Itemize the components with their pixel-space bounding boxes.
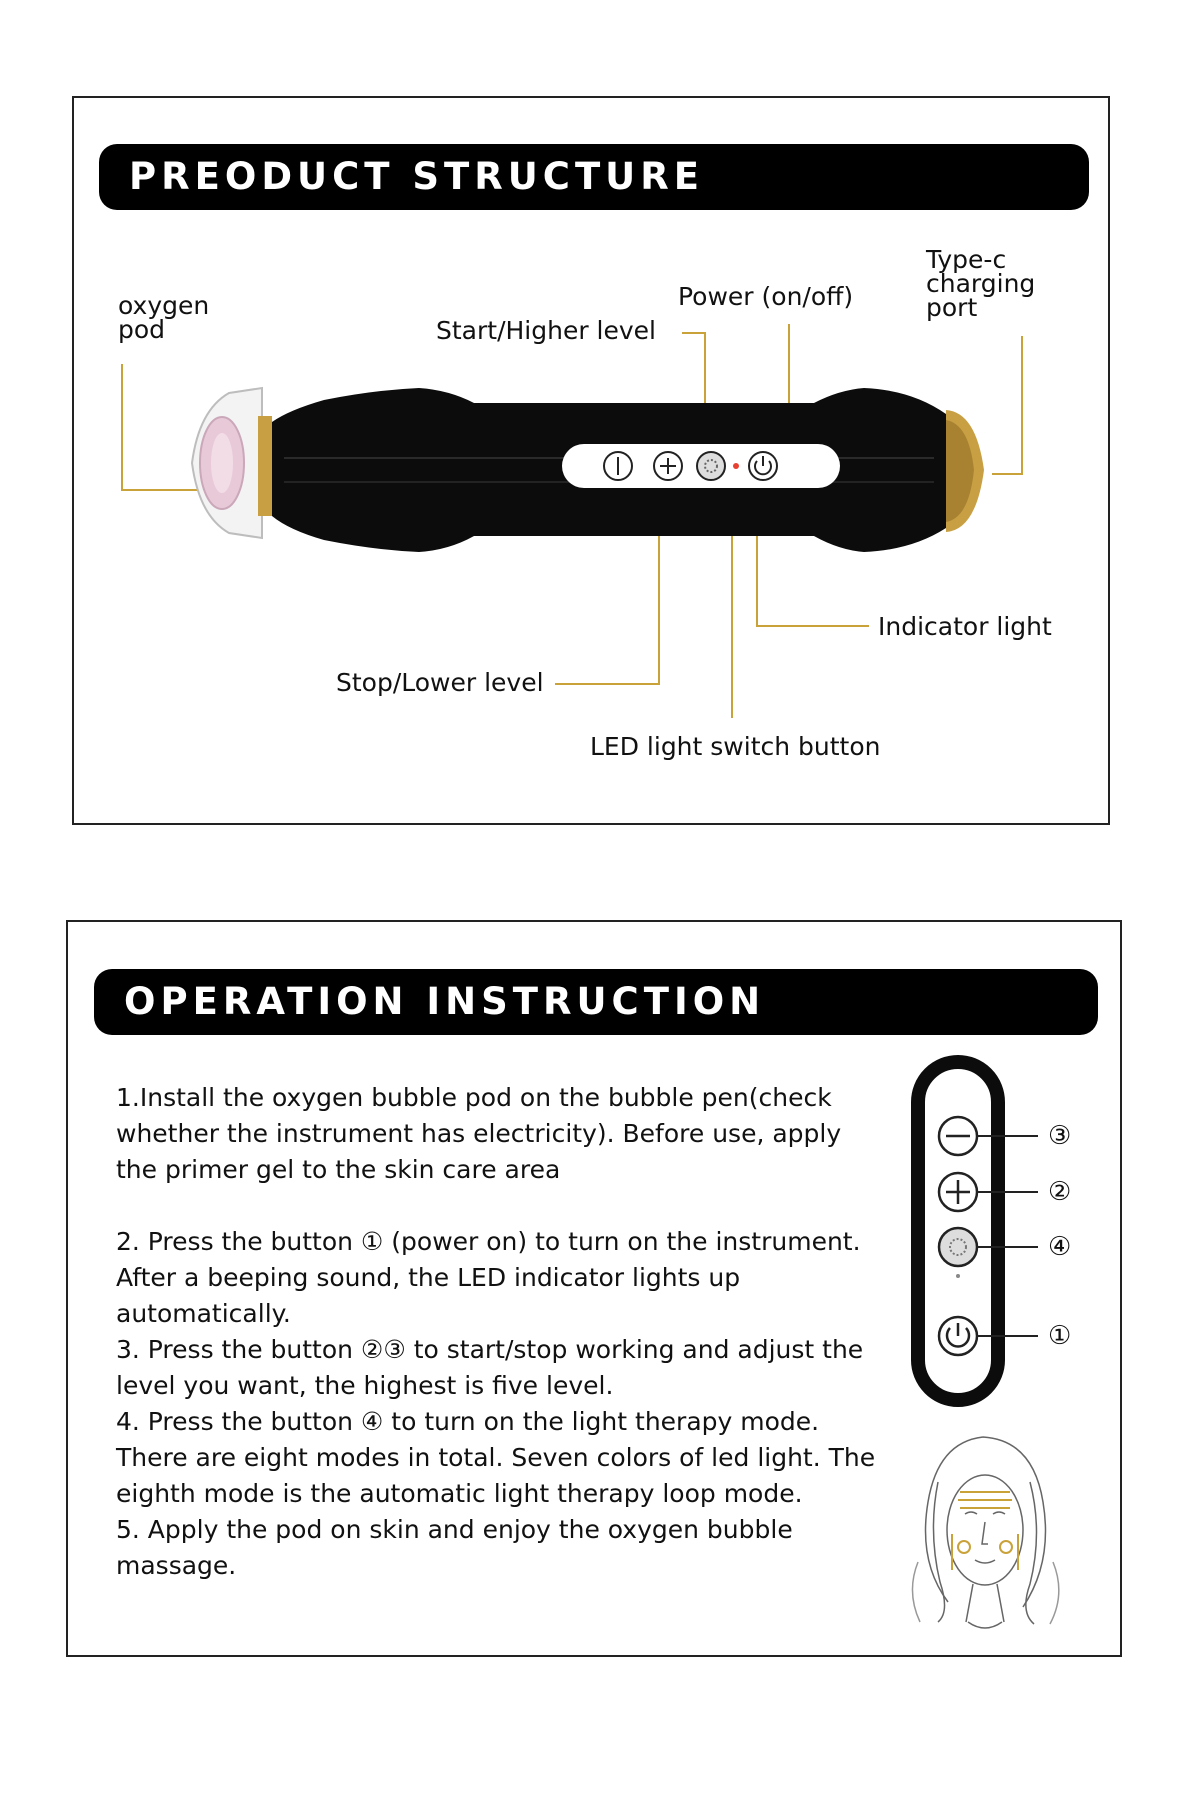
instruction-step: 5. Apply the pod on skin and enjoy the oxygen bubble massage. xyxy=(116,1515,793,1580)
label-oxygen-pod: oxygen pod xyxy=(118,291,210,344)
label-led-switch: LED light switch button xyxy=(590,732,881,761)
indicator-dot xyxy=(956,1274,960,1278)
operation-instruction-panel xyxy=(66,920,1122,1657)
power-button xyxy=(749,452,777,480)
face-massage-illustration xyxy=(912,1437,1058,1628)
label-start-higher: Start/Higher level xyxy=(436,316,657,345)
label-indicator: Indicator light xyxy=(878,612,1052,641)
start-higher-button xyxy=(654,452,682,480)
plus-icon xyxy=(939,1173,977,1211)
instruction-step: 1.Install the oxygen bubble pod on the bubble pen(check whether the instrument has electricity). Before use, apply the primer gel to the skin care area xyxy=(116,1083,842,1184)
label-power: Power (on/off) xyxy=(678,282,854,311)
power-icon xyxy=(939,1317,977,1355)
instruction-step: 2. Press the button ① (power on) to turn on the instrument. After a beeping sound, the LED indicator lights up automatically. xyxy=(116,1227,861,1328)
indicator-light xyxy=(733,463,739,469)
button-number: ① xyxy=(1048,1321,1072,1351)
instruction-step: 4. Press the button ④ to turn on the light therapy mode. There are eight modes in total. Seven colors of led light. The eighth mode is the automatic light therapy loop mode. xyxy=(116,1407,876,1508)
led-icon xyxy=(939,1228,977,1266)
button-panel-diagram xyxy=(68,922,1120,1655)
product-structure-panel xyxy=(72,96,1110,825)
label-type-c: Type-c charging port xyxy=(926,245,1036,322)
charging-port-cap xyxy=(946,410,984,532)
led-switch-button xyxy=(697,452,725,480)
button-number: ② xyxy=(1048,1177,1072,1207)
leader-type-c xyxy=(992,336,1022,474)
massage-guide-marks xyxy=(952,1492,1018,1570)
button-number: ③ xyxy=(1048,1121,1072,1151)
minus-icon xyxy=(939,1117,977,1155)
oxygen-pod xyxy=(192,388,272,538)
device-diagram xyxy=(74,98,1108,823)
stop-lower-button xyxy=(604,452,632,480)
instruction-step: 3. Press the button ②③ to start/stop working and adjust the level you want, the highest is five level. xyxy=(116,1335,864,1400)
product-structure-title: PREODUCT STRUCTURE xyxy=(99,144,1089,210)
button-number: ④ xyxy=(1048,1232,1072,1262)
operation-instruction-title: OPERATION INSTRUCTION xyxy=(94,969,1098,1035)
label-stop-lower: Stop/Lower level xyxy=(336,668,544,697)
